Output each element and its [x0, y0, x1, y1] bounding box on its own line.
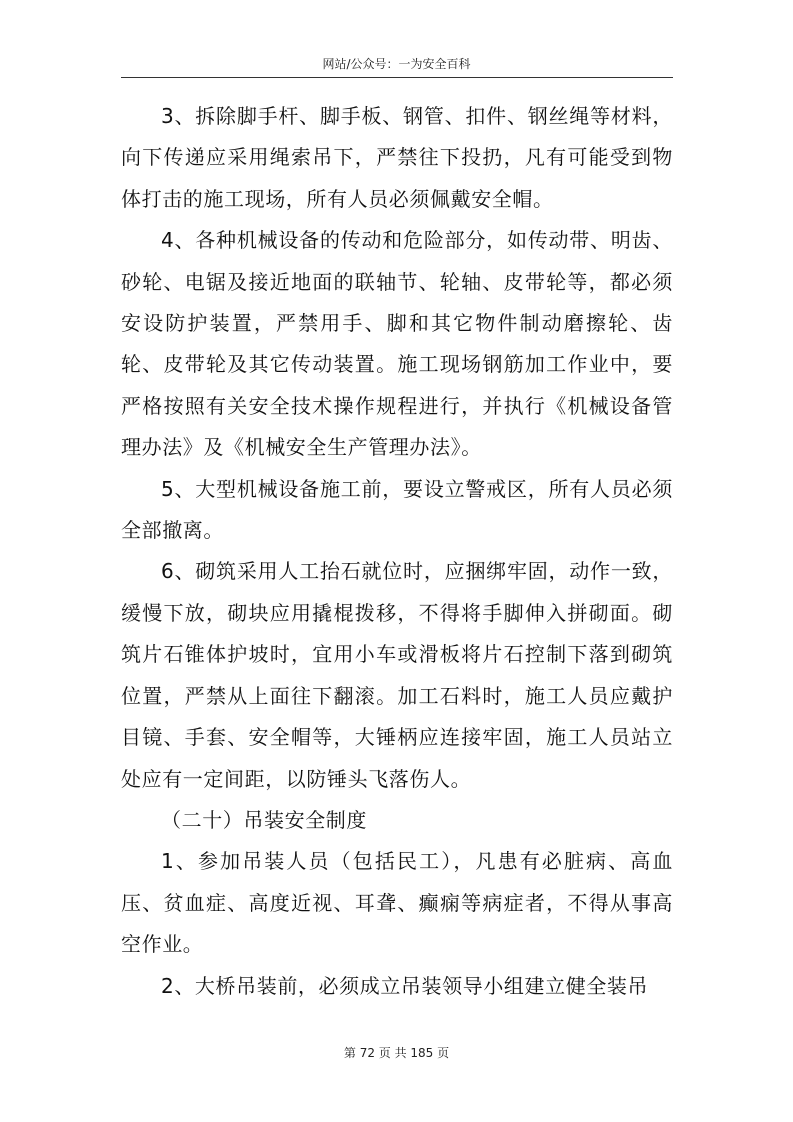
section-heading-lifting-safety: （二十）吊装安全制度 [161, 807, 367, 832]
header-divider [121, 77, 673, 78]
paragraph-item-1: 1、参加吊装人员（包括民工），凡患有必脏病、高血压、贫血症、高度近视、耳聋、癫痫等病症者，不得从事高空作业。 [121, 849, 673, 957]
page-number-footer: 第 72 页 共 185 页 [343, 1046, 450, 1060]
page-header-title: 网站/公众号：一为安全百科 [322, 57, 471, 71]
paragraph-item-6: 6、砌筑采用人工抬石就位时，应捆绑牢固，动作一致，缓慢下放，砌块应用撬棍拨移，不得将手脚伸入拼砌面。砌筑片石锥体护坡时，宜用小车或滑板将片石控制下落到砌筑位置，严禁从上面往下翻滚。加工石料时，施工人员应戴护目镜、手套、安全帽等，大锤柄应连接牢固，施工人员站立处应有一定间距，以防锤头飞落伤人。 [121, 559, 673, 791]
document-body [121, 96, 673, 1007]
paragraph-item-3: 3、拆除脚手杆、脚手板、钢管、扣件、钢丝绳等材料，向下传递应采用绳索吊下，严禁往下投扔，凡有可能受到物体打击的施工现场，所有人员必须佩戴安全帽。 [121, 104, 673, 211]
paragraph-item-5: 5、大型机械设备施工前，要设立警戒区，所有人员必须全部撤离。 [121, 476, 673, 543]
paragraph-item-2: 2、大桥吊装前，必须成立吊装领导小组建立健全装吊 [161, 973, 649, 998]
paragraph-item-4: 4、各种机械设备的传动和危险部分，如传动带、明齿、砂轮、电锯及接近地面的联轴节、轮轴、皮带轮等，都必须安设防护装置，严禁用手、脚和其它物件制动磨擦轮、齿轮、皮带轮及其它传动装置。施工现场钢筋加工作业中，要严格按照有关安全技术操作规程进行，并执行《机械设备管理办法》及《机械安全生产管理办法》。 [121, 228, 673, 460]
